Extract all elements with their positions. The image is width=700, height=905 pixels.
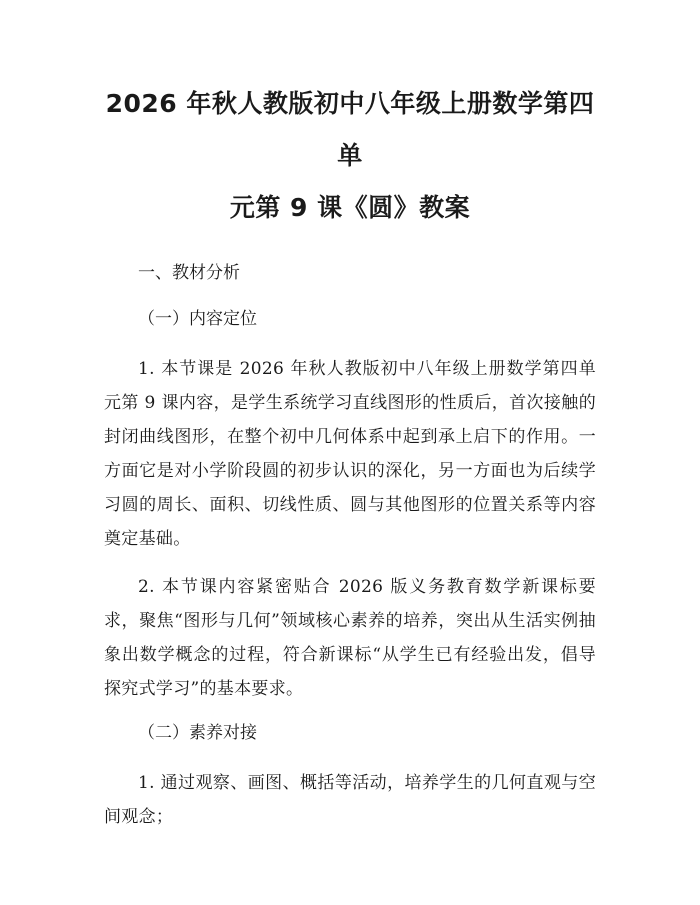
section-heading-materials-analysis: 一、教材分析: [138, 263, 240, 283]
paragraph-literacy-1: 1. 通过观察、画图、概括等活动，培养学生的几何直观与空间观念；: [104, 773, 596, 827]
title-line-1: 2026 年秋人教版初中八年级上册数学第四单: [105, 89, 595, 170]
subsection-heading-literacy-alignment: （二）素养对接: [138, 723, 257, 743]
paragraph-content-1: 1. 本节课是 2026 年秋人教版初中八年级上册数学第四单元第 9 课内容，是学生系统学习直线图形的性质后，首次接触的封闭曲线图形，在整个初中几何体系中起到承上启下的作用。一方面它是对小学阶段圆的初步认识的深化，另一方面也为后续学习圆的周长、面积、切线性质、圆与其他图形的位置关系等内容奠定基础。: [104, 359, 596, 549]
paragraph-content-2: 2. 本节课内容紧密贴合 2026 版义务教育数学新课标要求，聚焦“图形与几何”领域核心素养的培养，突出从生活实例抽象出数学概念的过程，符合新课标“从学生已有经验出发，倡导探究式学习”的基本要求。: [104, 577, 596, 699]
title-line-2: 元第 9 课《圆》教案: [229, 193, 471, 222]
subsection-heading-content-positioning: （一）内容定位: [138, 309, 257, 329]
document-title: [104, 78, 596, 234]
